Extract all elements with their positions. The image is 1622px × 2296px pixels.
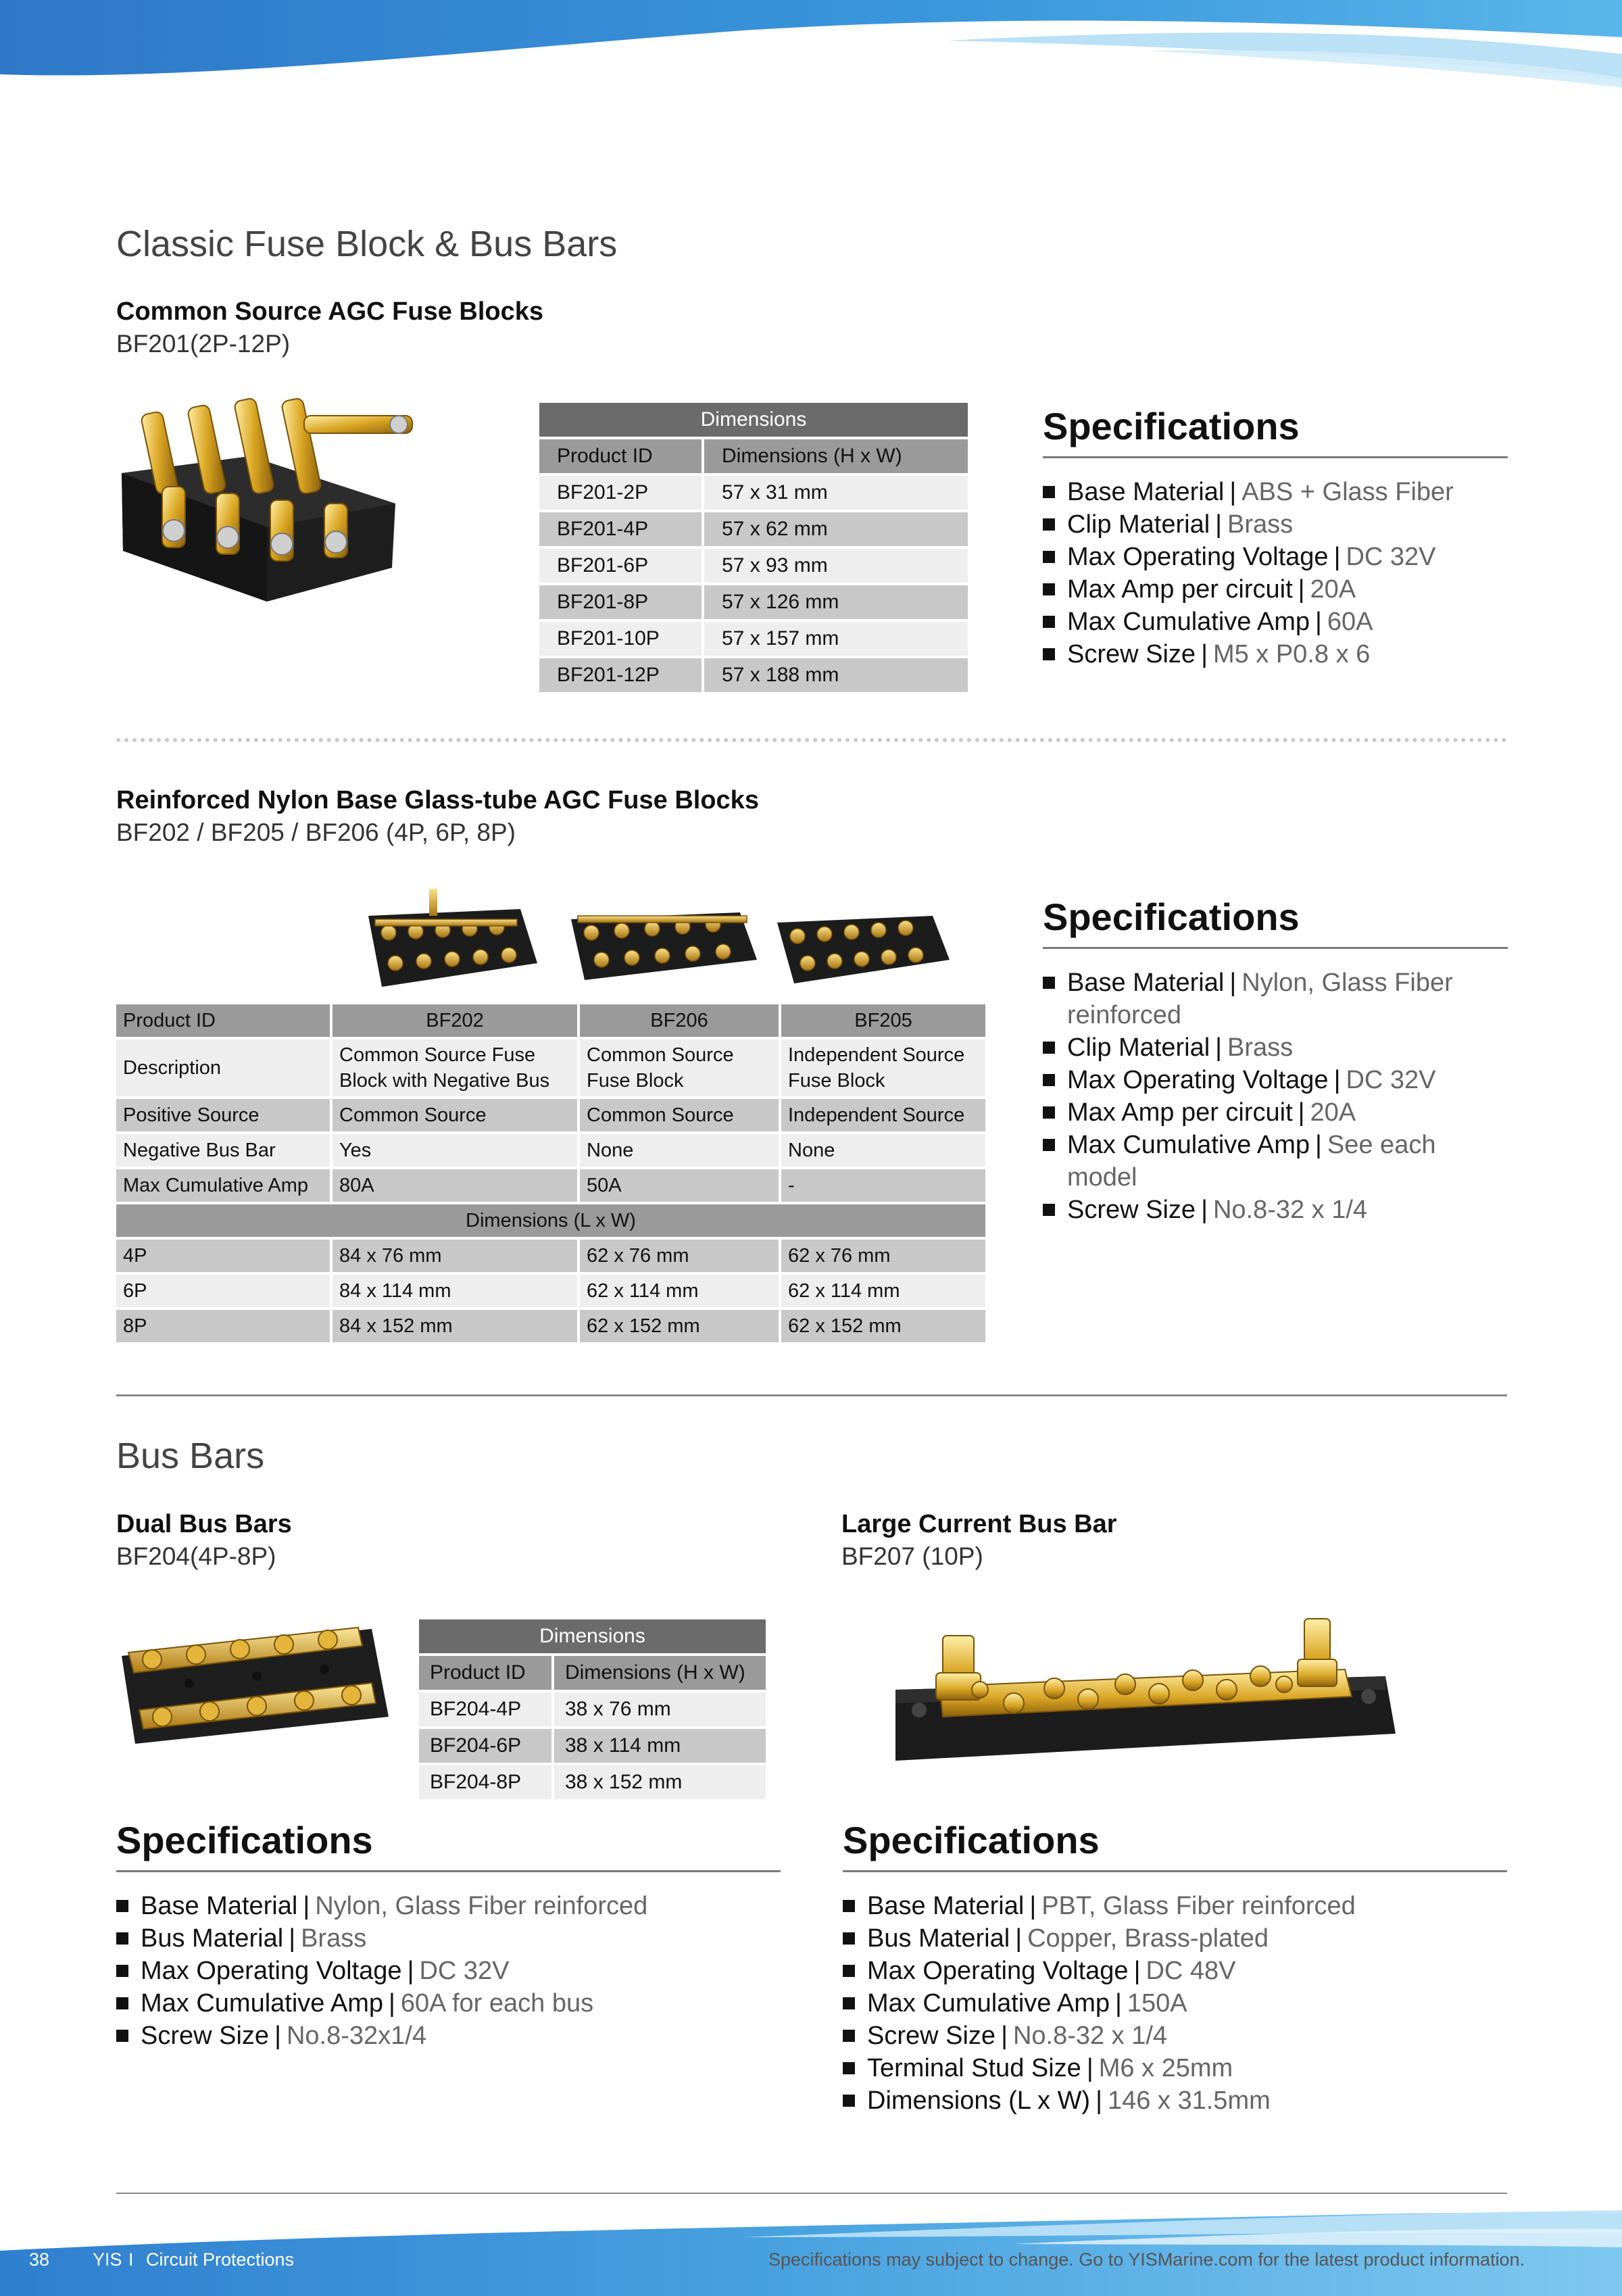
table-row <box>539 658 968 692</box>
spec-item: Clip Material | Brass <box>1043 1031 1462 1064</box>
table-cell: Max Cumulative Amp <box>116 1169 330 1202</box>
table-cell: BF201-4P <box>539 512 702 546</box>
column-header: Product ID <box>116 1004 330 1037</box>
table-cell: Negative Bus Bar <box>116 1134 330 1167</box>
specifications-title: Specifications <box>1043 896 1300 938</box>
dual-bus-bar-image <box>115 1615 392 1751</box>
table-cell: 57 x 93 mm <box>702 549 968 583</box>
spec-item: Base Material | ABS + Glass Fiber <box>1043 476 1508 508</box>
specifications-block <box>843 1818 1507 2117</box>
table-cell: 57 x 188 mm <box>702 658 968 692</box>
dimensions-table <box>419 1617 766 1802</box>
table-cell: 38 x 152 mm <box>551 1765 766 1799</box>
table-cell: Positive Source <box>116 1099 330 1131</box>
fuse-block-image <box>115 385 426 608</box>
footer-wave <box>0 2197 1622 2296</box>
spec-item: Bus Material | Copper, Brass-plated <box>843 1922 1507 1955</box>
specifications-list <box>116 1890 781 2052</box>
product-title: Dual Bus Bars <box>116 1510 292 1538</box>
table-cell: 38 x 114 mm <box>551 1729 766 1763</box>
table-row <box>539 622 968 656</box>
page-number: 38 <box>29 2249 50 2270</box>
spec-item: Max Operating Voltage | DC 32V <box>1043 541 1508 573</box>
table-cell: Common Source <box>577 1099 779 1131</box>
table-header-row <box>116 1004 985 1037</box>
table-cell: 84 x 76 mm <box>330 1240 577 1272</box>
table-cell: None <box>577 1134 779 1167</box>
product-model: BF204(4P-8P) <box>116 1542 276 1570</box>
table-cell: 38 x 76 mm <box>551 1692 766 1726</box>
header-wave <box>0 0 1622 95</box>
spec-item: Max Cumulative Amp | See each model <box>1043 1129 1462 1194</box>
footer-section: Circuit Protections <box>146 2249 295 2270</box>
spec-item: Dimensions (L x W) | 146 x 31.5mm <box>843 2084 1507 2117</box>
table-cell: 57 x 157 mm <box>702 622 968 656</box>
spec-item: Base Material | Nylon, Glass Fiber reinforced <box>116 1890 781 1922</box>
table-row <box>419 1765 766 1799</box>
table-cell: 80A <box>330 1169 577 1202</box>
product-title: Reinforced Nylon Base Glass-tube AGC Fuse Blocks <box>116 786 759 814</box>
spec-item: Max Operating Voltage | DC 48V <box>843 1955 1507 1987</box>
table-row <box>539 549 968 583</box>
specifications-list <box>843 1890 1507 2117</box>
table-cell: BF201-2P <box>539 476 702 510</box>
footer-divider <box>116 2193 1507 2194</box>
specifications-block <box>116 1818 781 2052</box>
column-header: Dimensions (H x W) <box>551 1656 766 1690</box>
table-cell: 62 x 76 mm <box>779 1240 985 1272</box>
table-row <box>539 585 968 619</box>
table-cell: 6P <box>116 1275 330 1307</box>
spec-item: Clip Material | Brass <box>1043 508 1508 541</box>
table-cell: 57 x 62 mm <box>702 512 968 546</box>
spec-item: Max Cumulative Amp | 60A <box>1043 606 1508 638</box>
table-row <box>116 1310 985 1342</box>
specifications-list <box>1043 476 1508 670</box>
spec-item: Max Amp per circuit | 20A <box>1043 1096 1462 1129</box>
specifications-rule <box>1043 456 1508 458</box>
table-cell: BF201-10P <box>539 622 702 656</box>
table-cell: 84 x 114 mm <box>330 1275 577 1307</box>
spec-item: Screw Size | No.8-32 x 1/4 <box>843 2020 1507 2052</box>
spec-item: Max Cumulative Amp | 150A <box>843 1987 1507 2020</box>
specifications-list <box>1043 967 1462 1226</box>
table-subheader: Dimensions (L x W) <box>116 1204 985 1237</box>
footer-divider-glyph: I <box>128 2249 134 2270</box>
table-cell: Description <box>116 1040 330 1096</box>
table-cell: Common Source <box>330 1099 577 1131</box>
table-cell: - <box>779 1169 985 1202</box>
table-row <box>539 512 968 546</box>
specifications-rule <box>116 1870 781 1872</box>
table-cell: 57 x 31 mm <box>702 476 968 510</box>
dotted-divider <box>116 738 1507 742</box>
table-caption: Dimensions <box>539 403 968 437</box>
table-cell: 4P <box>116 1240 330 1272</box>
table-row <box>419 1692 766 1726</box>
table-cell: Yes <box>330 1134 577 1167</box>
table-cell: BF201-8P <box>539 585 702 619</box>
specifications-title: Specifications <box>843 1819 1100 1861</box>
table-cell: 57 x 126 mm <box>702 585 968 619</box>
spec-item: Terminal Stud Size | M6 x 25mm <box>843 2052 1507 2084</box>
spec-item: Screw Size | M5 x P0.8 x 6 <box>1043 638 1508 670</box>
table-cell: 84 x 152 mm <box>330 1310 577 1342</box>
specifications-title: Specifications <box>116 1819 373 1861</box>
table-cell: BF204-6P <box>419 1729 551 1763</box>
spec-item: Screw Size | No.8-32 x 1/4 <box>1043 1194 1462 1226</box>
table-row <box>116 1240 985 1272</box>
table-cell: Common Source Fuse Block with Negative Bus <box>330 1040 577 1096</box>
table-cell: Common Source Fuse Block <box>577 1040 779 1096</box>
section-title: Bus Bars <box>116 1436 265 1476</box>
specifications-block <box>1043 895 1508 1226</box>
bf206-image <box>571 912 757 980</box>
table-cell: Independent Source <box>779 1099 985 1131</box>
table-row <box>116 1099 985 1131</box>
column-header: BF205 <box>779 1004 985 1037</box>
product-model: BF201(2P-12P) <box>116 330 291 358</box>
spec-item: Bus Material | Brass <box>116 1922 781 1955</box>
column-header: BF206 <box>577 1004 779 1037</box>
section-divider <box>116 1394 1507 1396</box>
spec-item: Max Amp per circuit | 20A <box>1043 573 1508 606</box>
table-row <box>116 1134 985 1167</box>
column-header: Product ID <box>539 439 702 473</box>
specifications-title: Specifications <box>1043 405 1300 447</box>
table-cell: Independent Source Fuse Block <box>779 1040 985 1096</box>
table-row <box>116 1275 985 1307</box>
table-cell: BF201-12P <box>539 658 702 692</box>
bf202-image <box>368 889 537 987</box>
bf205-image <box>777 916 950 983</box>
table-caption: Dimensions <box>419 1619 766 1653</box>
spec-item: Max Operating Voltage | DC 32V <box>116 1955 781 1987</box>
dimensions-table <box>539 400 968 695</box>
spec-item: Base Material | PBT, Glass Fiber reinforced <box>843 1890 1507 1922</box>
table-cell: 62 x 76 mm <box>577 1240 779 1272</box>
table-row <box>539 476 968 510</box>
table-cell: 50A <box>577 1169 779 1202</box>
column-header: Product ID <box>419 1656 551 1690</box>
table-cell: BF201-6P <box>539 549 702 583</box>
column-header: BF202 <box>330 1004 577 1037</box>
table-subheader-row <box>116 1204 985 1237</box>
specifications-rule <box>843 1870 1507 1872</box>
specifications-block <box>1043 404 1508 670</box>
comparison-table <box>116 1002 985 1345</box>
table-cell: 62 x 152 mm <box>779 1310 985 1342</box>
table-cell: 62 x 152 mm <box>577 1310 779 1342</box>
spec-item: Max Cumulative Amp | 60A for each bus <box>116 1987 781 2020</box>
table-cell: BF204-8P <box>419 1765 551 1799</box>
column-header: Dimensions (H x W) <box>702 439 968 473</box>
product-title: Large Current Bus Bar <box>841 1510 1117 1538</box>
section-title: Classic Fuse Block & Bus Bars <box>116 224 618 264</box>
product-model: BF202 / BF205 / BF206 (4P, 6P, 8P) <box>116 819 516 846</box>
footer-disclaimer: Specifications may subject to change. Go to YISMarine.com for the latest product information. <box>768 2249 1525 2270</box>
table-cell: None <box>779 1134 985 1167</box>
table-cell: 62 x 114 mm <box>577 1275 779 1307</box>
specifications-rule <box>1043 947 1508 949</box>
table-row <box>419 1729 766 1763</box>
table-cell: 8P <box>116 1310 330 1342</box>
product-title: Common Source AGC Fuse Blocks <box>116 297 544 326</box>
fuse-block-images <box>362 885 963 994</box>
table-cell: BF204-4P <box>419 1692 551 1726</box>
spec-item: Base Material | Nylon, Glass Fiber reinforced <box>1043 967 1462 1031</box>
table-cell: 62 x 114 mm <box>779 1275 985 1307</box>
table-row <box>116 1169 985 1202</box>
spec-item: Max Operating Voltage | DC 32V <box>1043 1064 1462 1096</box>
product-model: BF207 (10P) <box>841 1542 983 1570</box>
footer-brand: YIS <box>93 2249 122 2270</box>
large-bus-bar-image <box>885 1609 1406 1771</box>
table-row <box>116 1040 985 1096</box>
spec-item: Screw Size | No.8-32x1/4 <box>116 2020 781 2052</box>
